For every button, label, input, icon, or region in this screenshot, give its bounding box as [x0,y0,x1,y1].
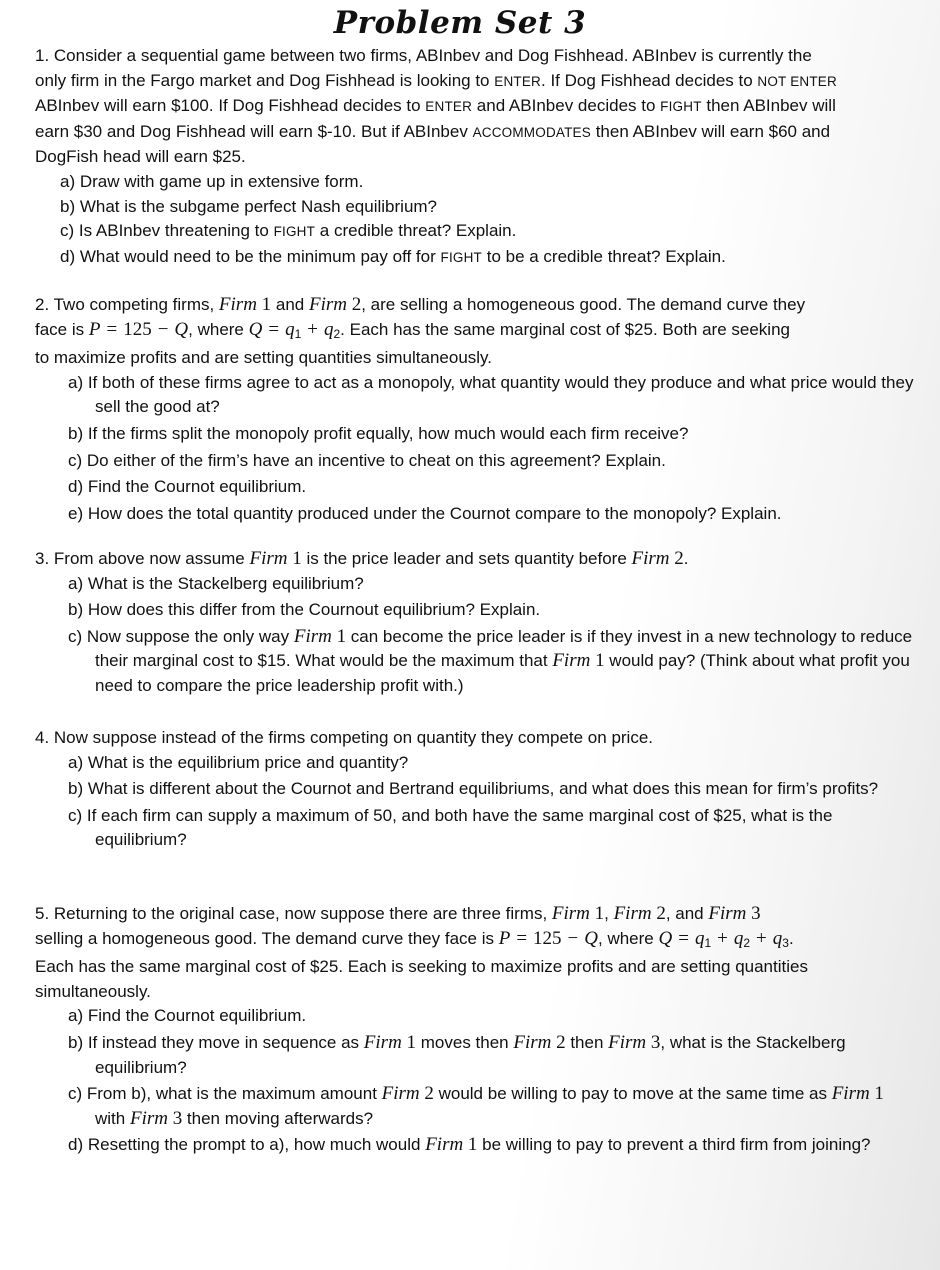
problem-4-part-c: c) If each firm can supply a maximum of 50, and both have the same marginal cost of $25, what is the equilibrium? [68,805,833,850]
problem-3 [35,547,915,699]
problem-5-line-2: selling a homogeneous good. The demand curve they face is P = 125 − Q, where $Q = q_1 + q_2 + q_3$. [35,927,794,950]
problem-5-line-4: simultaneously. [35,981,151,1001]
term-fight: FIGHT [660,99,702,115]
problem-5-line-3: Each has the same marginal cost of $25. Each is seeking to maximize profits and are setting quantities [35,957,808,977]
problem-2-part-b: b) If the firms split the monopoly profit equally, how much would each firm receive? [68,423,689,443]
problem-4-parts [68,751,915,853]
term-not-enter: NOT ENTER [757,73,837,89]
problem-2-part-a: a) If both of these firms agree to act as a monopoly, what quantity would they produce and what price would they sell the good at? [68,372,914,417]
problem-1-parts [60,170,915,270]
problem-1-part-c: c) Is ABInbev threatening to FIGHT a credible threat? Explain. [60,221,517,241]
problem-1 [35,44,915,270]
problem-5-part-c: c) From b), what is the maximum amount Firm 2 would be willing to pay to move at the same time as Firm 1 with Firm 3 then moving afterwards? [68,1083,884,1129]
problem-3-line-1: 3. From above now assume Firm 1 is the price leader and sets quantity before Firm 2. [35,548,689,569]
problem-3-part-b: b) How does this differ from the Cournout equilibrium? Explain. [68,600,541,620]
term-enter: ENTER [425,99,473,115]
problem-3-parts [68,572,915,699]
problem-1-line-4: earn $30 and Dog Fishhead will earn $-10. But if ABInbev ACCOMMODATES then ABInbev will earn $60 and [35,121,831,141]
problem-4-line-1: 4. Now suppose instead of the firms competing on quantity they compete on price. [35,728,654,747]
problem-1-line-1: 1. Consider a sequential game between two firms, ABInbev and Dog Fishhead. ABInbev is currently the [35,46,812,65]
problem-5-line-1: 5. Returning to the original case, now suppose there are three firms, Firm 1, Firm 2, and Firm 3 [35,903,761,924]
problem-3-part-a: a) What is the Stackelberg equilibrium? [68,573,364,593]
problem-5 [35,902,915,1158]
problem-3-part-c: c) Now suppose the only way Firm 1 can become the price leader is if they invest in a new technology to reduce their marginal cost to $15. What would be the maximum that Firm 1 would pay? (Think about what profit you need to compare the price leadership profit with.) [68,625,913,695]
term-enter: ENTER [494,73,541,89]
problem-4 [35,726,915,853]
problem-5-part-a: a) Find the Cournot equilibrium. [68,1006,307,1026]
problem-2-part-e: e) How does the total quantity produced under the Cournot compare to the monopoly? Explain. [68,503,782,523]
problem-1-line-2: only firm in the Fargo market and Dog Fishhead is looking to ENTER. If Dog Fishhead decides to NOT ENTER [35,70,837,90]
problem-2-parts [68,371,915,527]
problem-4-part-b: b) What is different about the Cournot and Bertrand equilibriums, and what does this mean for firm’s profits? [68,779,879,799]
problem-5-parts [68,1004,915,1158]
problem-2-line-2: face is P = 125 − Q, where $Q = q_1 + q_2$. Each has the same marginal cost of $25. Both are seeking [35,318,790,341]
problem-1-line-5: DogFish head will earn $25. [35,147,246,167]
problem-1-part-a: a) Draw with game up in extensive form. [60,171,364,191]
problem-1-part-d: d) What would need to be the minimum pay off for FIGHT to be a credible threat? Explain. [60,246,726,266]
problem-2-part-c: c) Do either of the firm’s have an incentive to cheat on this agreement? Explain. [68,450,666,470]
page-title: Problem Set 3 [333,5,587,41]
problem-4-part-a: a) What is the equilibrium price and quantity? [68,752,409,772]
problem-2 [35,293,915,526]
problem-2-line-1: 2. Two competing firms, Firm 1 and Firm 2, are selling a homogeneous good. The demand curve they [35,294,806,315]
problem-5-part-d: d) Resetting the prompt to a), how much would Firm 1 be willing to pay to prevent a third firm from joining? [68,1134,871,1156]
problem-1-part-b: b) What is the subgame perfect Nash equilibrium? [60,196,438,216]
term-accommodates: ACCOMMODATES [472,124,591,140]
problem-5-part-b: b) If instead they move in sequence as Firm 1 moves then Firm 2 then Firm 3, what is the Stackelberg equilibrium? [68,1031,846,1077]
problem-2-line-3: to maximize profits and are setting quantities simultaneously. [35,348,493,368]
problem-2-part-d: d) Find the Cournot equilibrium. [68,477,307,497]
problem-1-line-3: ABInbev will earn $100. If Dog Fishhead decides to ENTER and ABInbev decides to FIGHT then ABInbev will [35,96,836,116]
